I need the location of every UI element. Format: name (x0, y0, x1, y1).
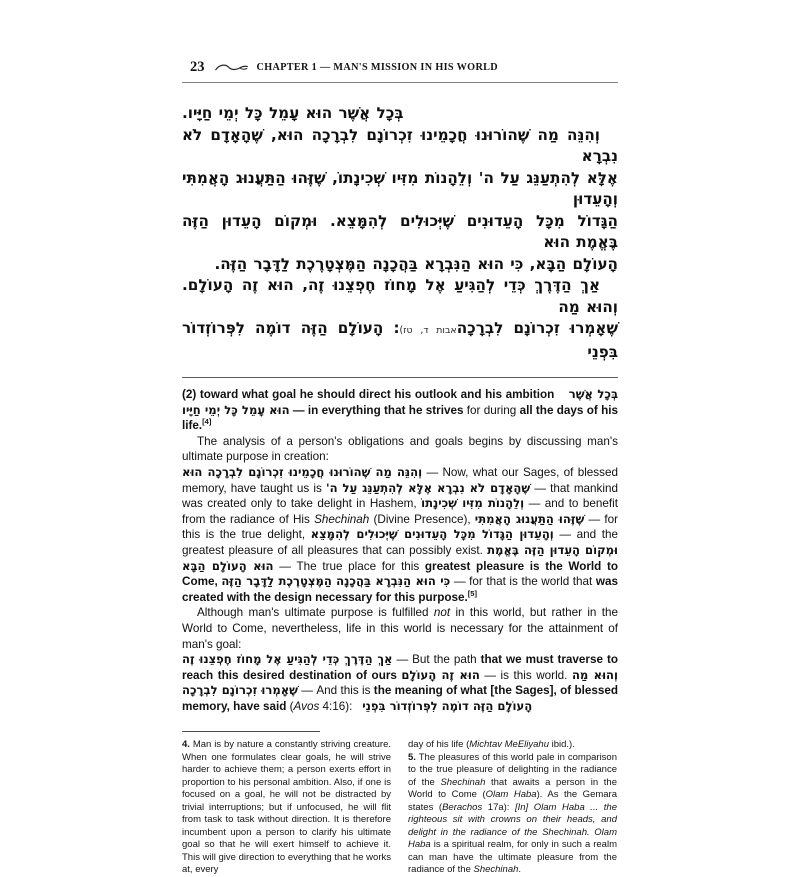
hebrew-line-7 (182, 318, 618, 363)
footnote-marker-5[interactable]: [5] (467, 588, 478, 598)
c3-t11: — for that is the world that (450, 575, 596, 589)
c3-heb-a: וְהִנֵּה מַה שֶׁהוֹרוּנוּ חֲכָמֵינוּ זִכְרוֹנָם לִבְרָכָה הוּא (182, 464, 423, 479)
footnote-column-left (182, 739, 391, 877)
c4-t3: in this world, but rather in the World to Come, nevertheless, life in this world is necessary for the attainment of man's goal: (182, 606, 618, 651)
c5-heb-c: וְהוּא מַה שֶׁאָמְרוּ זִכְרוֹנָם לִבְרָכָה (182, 667, 618, 698)
fn5-t7: 17a): (482, 801, 515, 813)
footnote-column-right (408, 739, 617, 877)
hebrew-line-2: וְהִנֵּה מַה שֶׁהוֹרוּנוּ חֲכָמֵינוּ זִכְרוֹנָם לִבְרָכָה הוּא, שֶׁהָאָדָם לֹא נִבְרָא (182, 125, 618, 165)
c1-t2: toward what goal (199, 388, 297, 401)
commentary-paragraph-3 (182, 465, 618, 605)
c1-t6: for during (463, 403, 520, 417)
c3-t8: — The true place for this (273, 559, 425, 573)
english-commentary (182, 387, 618, 714)
c3-t7: — and the greatest pleasure of all pleasures that can possibly exist. (182, 528, 618, 557)
c5-source-avos: Avos (293, 699, 320, 713)
c5-heb-d: הָעוֹלָם הַזֶּה דוֹמֶה לִפְּרוֹזְדוֹר בִּפְנֵי (362, 698, 533, 713)
c5-t5: — is this world. (479, 668, 572, 682)
header-rule (182, 82, 618, 83)
hebrew-line-5: הָעוֹלָם הַבָּא, כִּי הוּא הַנִּבְרָא בַּהֲכָנָה הַמֶּצְטָרֶכֶת לַדָּבָר הַזֶּה. (214, 254, 618, 273)
footnote-4-text: Man is by nature a constantly striving creature. When one formulates clear goals, he will strive harder to achieve them; a person exerts effort in proportion to his personal ambition. Also, if one is focused on a goal, he will not be distracted by trivial interruptions; but if unfocused, he will flit from task to task without direction. It is therefore incumbent upon a person to clarify his ultimate goal so that he will exert himself to achieve it. This will give direction to everything that he works at, every (182, 739, 391, 876)
page-number: 23 (190, 58, 205, 75)
c3-t6: — for this is the true delight, (182, 512, 618, 542)
c3-t2: — that mankind was created only to take delight in Hashem, (182, 481, 618, 511)
fn5-t4: Olam Haba (485, 789, 537, 801)
fn4c-t3: ibid.). (548, 739, 575, 751)
hebrew-line-1: בְּכָל אֲשֶׁר הוּא עָמֵל כָּל יְמֵי חַיָּיו. (182, 104, 404, 122)
hebrew-line-4: הַגָּדוֹל מִכָּל הָעֵדוּנִים שֶׁיְּכוּלִים לְהִמָּצֵא. וּמְקוֹם הָעֵדוּן הַזֶּה בֶּאֱמֶת הוּא (182, 211, 618, 251)
footnote-5-number: 5. (408, 751, 416, 763)
commentary-numeral: (2) (182, 388, 200, 401)
fn5-quote: [In] Olam Haba ... the righteous sit with crowns on their heads, and delight in the radiance of the Shechinah. (408, 801, 617, 838)
footnote-4-number: 4. (182, 739, 190, 751)
c5-t2: that we must traverse to (476, 653, 618, 667)
fn5-t6: Berachos (442, 801, 483, 813)
c1-hebrew-phrase: בְּכָל אֲשֶׁר הוּא עָמֵל כָּל יְמֵי חַיָּיו (182, 387, 619, 417)
c3-heb-b: שֶׁהָאָדָם לֹא נִבְרָא אֶלָּא לְהִתְעַנֵּג עַל ה' (326, 480, 531, 495)
commentary-paragraph-2: The analysis of a person's obligations and goals begins by discussing man's ultimate purpose in creation: (182, 434, 618, 464)
footnote-5 (408, 752, 617, 877)
commentary-paragraph-5 (182, 652, 618, 714)
hebrew-line-3: אֶלָּא לְהִתְעַנֵּג עַל ה' וְלֵהָנוֹת מִזִּיו שְׁכִינָתוֹ, שֶׁזֶּהוּ הַתַּעֲנוּג הָאֲמִתִּי וְהָעֵדוּן (182, 168, 618, 208)
c3-heb-g: כִּי הוּא הַנִּבְרָא בַּהֲכָנָה הַמֶּצְטָרֶכֶת לַדָּבָר הַזֶּה (221, 574, 451, 589)
fn4c-source: Michtav MeEliyahu (469, 739, 549, 751)
c3-t12: was created with the design necessary for this purpose. (182, 575, 618, 604)
hebrew-line-6: אַךְ הַדֶּרֶךְ כְּדֵי לְהַגִּיעַ אֶל מָחוֹז חֶפְצֵנוּ זֶה, הוּא זֶה הָעוֹלָם. וְהוּא מַה (182, 276, 618, 316)
c3-t5: (Divine Presence), (369, 512, 475, 526)
fn5-t11: is a spiritual realm, for only in such a realm can man have the ultimate pleasure from the radiance of the (408, 839, 617, 876)
fn5-t2: Shechinah (440, 776, 486, 788)
c5-t8: ( (286, 699, 294, 713)
commentary-paragraph-4 (182, 605, 618, 652)
c3-t3: — and to benefit from the radiance of His (182, 497, 618, 526)
c1-t3: he should direct (296, 388, 395, 401)
hebrew-line-7-text: שֶׁאָמְרוּ זִכְרוֹנָם לִבְרָכָה (456, 319, 618, 337)
commentary-paragraph-1 (182, 387, 618, 434)
c3-t4: Shechinah (314, 512, 370, 526)
c5-t10: 4:16): (319, 699, 356, 713)
chapter-title: CHAPTER 1 — MAN'S MISSION IN HIS WORLD (256, 61, 499, 73)
running-head (182, 56, 618, 78)
fn5-t3: that awaits a person in the World to Come ( (408, 776, 617, 801)
section-divider-rule (182, 377, 618, 378)
fn5-t5: ). As the Gemara states ( (408, 789, 618, 813)
hebrew-primary-text (182, 103, 618, 363)
c5-heb-b: הוּא זֶה הָעוֹלָם (401, 667, 480, 682)
fn4c-t1: day of his life ( (408, 739, 470, 751)
c5-t6: — And this is (297, 684, 374, 698)
c3-t1: — Now, what our Sages, of blessed memory, have taught us is (182, 465, 618, 495)
c3-t9: greatest pleasure is the World to Come, (182, 559, 618, 589)
c4-t2: not (433, 606, 451, 620)
c3-heb-e: וְהָעֵדוּן הַגָּדוֹל מִכָּל הָעֵדוּנִים שֶׁיְּכוּלִים לְהִמָּצֵא (310, 527, 554, 542)
c3-heb-f: וּמְקוֹם הָעֵדוּן הַזֶּה בֶּאֱמֶת הוּא הָעוֹלָם הַבָּא (182, 542, 619, 573)
c1-t7: all the days of his life. (182, 403, 618, 433)
c5-t3: reach this desired destination of ours (182, 668, 397, 682)
c1-t4: his outlook and his ambition (394, 388, 555, 401)
fn5-t12: Shechinah (473, 864, 519, 876)
page-content-column (182, 56, 618, 877)
footnote-4 (182, 739, 391, 877)
hebrew-line-7-closing: : הָעוֹלָם הַזֶּה דוֹמֶה לִפְּרוֹזְדוֹר בִּפְנֵי (182, 319, 618, 361)
c5-t7: the meaning of what [the Sages], of blessed memory, have said (182, 684, 619, 713)
fn5-t13: . (518, 864, 522, 876)
c1-t5: — in everything that he strives (289, 403, 464, 417)
footnotes-area (182, 739, 618, 877)
footnote-marker-4[interactable]: [4] (202, 417, 212, 427)
footnote-4-continued (408, 739, 617, 752)
swash-flourish-icon (215, 61, 249, 75)
fn5-t1: The pleasures of this world pale in comparison to the true pleasure of delighting in the radiance of the (408, 751, 617, 788)
c5-t1: — But the path (392, 653, 477, 667)
c3-heb-d: שֶׁזֶּהוּ הַתַּעֲנוּג הָאֲמִתִּי (474, 511, 585, 526)
footnote-rule (182, 731, 320, 732)
c3-heb-c: וְלֵהָנוֹת מִזִּיו שְׁכִינָתוֹ (421, 496, 525, 511)
c5-heb-a: אַךְ הַדֶּרֶךְ כְּדֵי לְהַגִּיעַ אֶל מָחוֹז חֶפְצֵנוּ זֶה (182, 652, 393, 667)
c4-t1: Although man's ultimate purpose is fulfilled (197, 606, 434, 620)
fn5-t10: Olam Haba (408, 826, 617, 851)
hebrew-source-citation: אבות ד, טז) (399, 325, 457, 336)
